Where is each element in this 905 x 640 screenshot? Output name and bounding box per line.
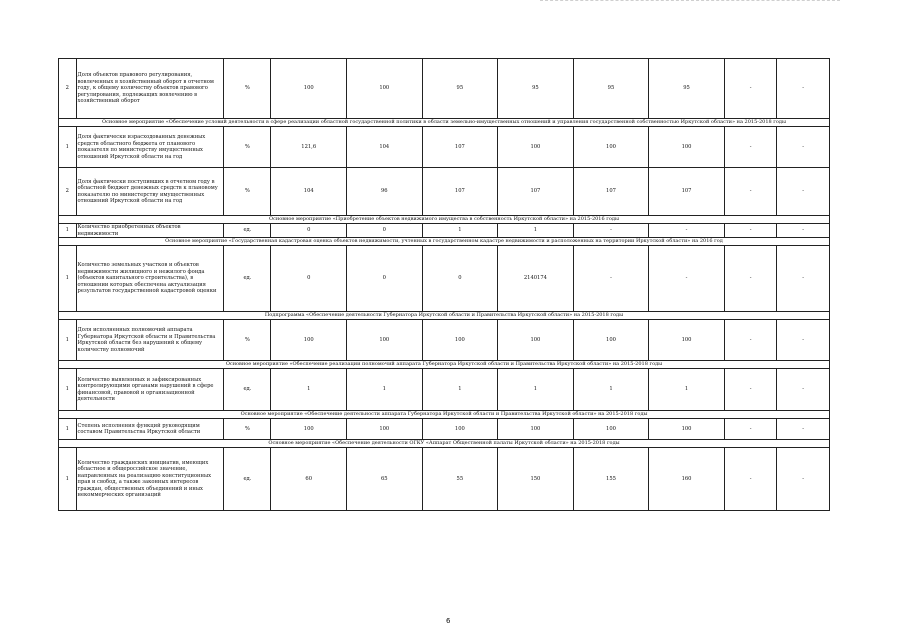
value-cell: 55 (422, 448, 498, 511)
unit-cell: % (224, 127, 271, 168)
value-cell: - (573, 246, 649, 312)
indicator-name: Доля исполненных полномочий аппарата Губернатора Иркутской области и Правительства Иркутской области без нарушений к общему количеству полномочий (76, 320, 224, 361)
row-number: 1 (59, 246, 77, 312)
indicator-name: Количество выявленных и зафиксированных контролирующими органами нарушений в сфере финансовой, правовой и организационной деятельности (76, 369, 224, 411)
value-cell: 107 (422, 168, 498, 216)
unit-cell: % (224, 168, 271, 216)
value-cell: 100 (573, 419, 649, 440)
value-cell: 160 (649, 448, 725, 511)
value-cell: - (649, 246, 725, 312)
value-cell: 0 (271, 224, 347, 238)
unit-cell: % (224, 419, 271, 440)
value-cell: 1 (498, 224, 574, 238)
value-cell: 1 (573, 369, 649, 411)
value-cell: 107 (649, 168, 725, 216)
value-cell: 100 (498, 320, 574, 361)
section-header-row (59, 119, 830, 127)
value-cell: 100 (649, 127, 725, 168)
page-number: 6 (446, 617, 451, 625)
value-cell: 107 (422, 127, 498, 168)
table-row (59, 419, 830, 440)
indicator-name: Количество земельных участков и объектов недвижимости жилищного и нежилого фонда (объектов капитального строительства), в отношении которых обеспечена актуализация результатов государственной кадастровой оценки (76, 246, 224, 312)
value-cell: 100 (347, 59, 423, 119)
row-number: 1 (59, 127, 77, 168)
value-cell: 100 (422, 419, 498, 440)
value-cell: - (777, 168, 830, 216)
value-cell: - (777, 369, 830, 411)
section-title: Основное мероприятие «Государственная кадастровая оценка объектов недвижимости, учтенных в государственном кадастре недвижимости и расположенных на территории Иркутской области» на 2016 год (59, 238, 830, 246)
value-cell: 107 (573, 168, 649, 216)
value-cell: 100 (347, 419, 423, 440)
section-header-row (59, 238, 830, 246)
section-header-row (59, 312, 830, 320)
value-cell: 0 (271, 246, 347, 312)
value-cell: - (777, 59, 830, 119)
value-cell: - (724, 127, 777, 168)
value-cell: 1 (498, 369, 574, 411)
value-cell: 100 (649, 419, 725, 440)
section-title: Подпрограмма «Обеспечение деятельности Губернатора Иркутской области и Правительства Иркутской области» на 2015-2018 годы (59, 312, 830, 320)
value-cell: - (724, 419, 777, 440)
section-title: Основное мероприятие «Обеспечение реализации полномочий аппарата Губернатора Иркутской области и Правительства Иркутской области» на 2015-2018 годы (59, 361, 830, 369)
table-row (59, 369, 830, 411)
unit-cell: ед. (224, 224, 271, 238)
value-cell: 104 (271, 168, 347, 216)
row-number: 2 (59, 168, 77, 216)
value-cell: - (777, 224, 830, 238)
value-cell: 121,6 (271, 127, 347, 168)
value-cell: - (777, 419, 830, 440)
row-number: 2 (59, 59, 77, 119)
section-title: Основное мероприятие «Приобретение объектов недвижимого имущества в собственность Иркутской области» на 2015-2016 годы (59, 216, 830, 224)
table-row (59, 448, 830, 511)
value-cell: 1 (422, 224, 498, 238)
value-cell: 100 (422, 320, 498, 361)
row-number: 1 (59, 224, 77, 238)
value-cell: - (777, 320, 830, 361)
section-header-row (59, 361, 830, 369)
unit-cell: ед. (224, 246, 271, 312)
value-cell: 95 (649, 59, 725, 119)
value-cell: - (777, 448, 830, 511)
section-title: Основное мероприятие «Обеспечение деятельности ОГКУ «Аппарат Общественной палаты Иркутской области» на 2015-2018 годы (59, 440, 830, 448)
value-cell: - (724, 168, 777, 216)
value-cell: - (724, 369, 777, 411)
table-row (59, 168, 830, 216)
table-row (59, 224, 830, 238)
row-number: 1 (59, 419, 77, 440)
value-cell: 100 (573, 127, 649, 168)
value-cell: - (724, 320, 777, 361)
section-header-row (59, 411, 830, 419)
value-cell: - (777, 246, 830, 312)
section-title: Основное мероприятие «Обеспечение деятельности аппарата Губернатора Иркутской области и Правительства Иркутской области» на 2015-2018 годы (59, 411, 830, 419)
unit-cell: % (224, 320, 271, 361)
indicator-name: Количество гражданских инициатив, имеющих областное и общероссийское значение, направленных на реализацию конституционных прав и свобод, а также законных интересов граждан, общественных объединений и иных некоммерческих организаций (76, 448, 224, 511)
table-row (59, 246, 830, 312)
scan-edge-line (540, 0, 840, 2)
value-cell: 65 (347, 448, 423, 511)
indicator-name: Количество приобретенных объектов недвижимости (76, 224, 224, 238)
value-cell: 100 (271, 419, 347, 440)
value-cell: - (649, 224, 725, 238)
table-row (59, 127, 830, 168)
value-cell: 100 (271, 320, 347, 361)
row-number: 1 (59, 448, 77, 511)
indicator-name: Степень исполнения функций руководящим составом Правительства Иркутской области (76, 419, 224, 440)
value-cell: 100 (271, 59, 347, 119)
value-cell: 150 (498, 448, 574, 511)
value-cell: 100 (649, 320, 725, 361)
value-cell: - (724, 246, 777, 312)
value-cell: 2140174 (498, 246, 574, 312)
indicators-table (58, 58, 830, 511)
unit-cell: ед. (224, 369, 271, 411)
value-cell: 0 (422, 246, 498, 312)
value-cell: 95 (422, 59, 498, 119)
indicator-name: Доля фактически израсходованных денежных средств областного бюджета от планового показателя по министерству имущественных отношений Иркутской области на год (76, 127, 224, 168)
value-cell: 95 (573, 59, 649, 119)
value-cell: - (724, 224, 777, 238)
value-cell: 1 (271, 369, 347, 411)
value-cell: 1 (347, 369, 423, 411)
indicator-name: Доля объектов правового регулирования, вовлеченных в хозяйственный оборот в отчетном году, к общему количеству объектов правового регулирования, подлежащих вовлечению в хозяйственный оборот (76, 59, 224, 119)
value-cell: 100 (498, 127, 574, 168)
table-row (59, 320, 830, 361)
value-cell: 0 (347, 224, 423, 238)
value-cell: 1 (422, 369, 498, 411)
table-body (59, 59, 830, 511)
value-cell: 104 (347, 127, 423, 168)
row-number: 1 (59, 320, 77, 361)
value-cell: 107 (498, 168, 574, 216)
value-cell: 1 (649, 369, 725, 411)
value-cell: 0 (347, 246, 423, 312)
row-number: 1 (59, 369, 77, 411)
value-cell: 100 (573, 320, 649, 361)
value-cell: 155 (573, 448, 649, 511)
value-cell: 95 (498, 59, 574, 119)
value-cell: - (724, 59, 777, 119)
table-row (59, 59, 830, 119)
unit-cell: % (224, 59, 271, 119)
section-title: Основное мероприятие «Обеспечение условий деятельности в сфере реализации областной государственной политики в области земельно-имущественных отношений и управления государственной собственностью Иркутской области» на 2015-2018 годы (59, 119, 830, 127)
section-header-row (59, 440, 830, 448)
value-cell: - (724, 448, 777, 511)
value-cell: 60 (271, 448, 347, 511)
value-cell: 100 (347, 320, 423, 361)
value-cell: 100 (498, 419, 574, 440)
value-cell: - (573, 224, 649, 238)
indicator-name: Доля фактически поступивших в отчетном году в областной бюджет денежных средств к плановому показателю по министерству имущественных отношений Иркутской области на год (76, 168, 224, 216)
unit-cell: ед. (224, 448, 271, 511)
value-cell: - (777, 127, 830, 168)
value-cell: 96 (347, 168, 423, 216)
section-header-row (59, 216, 830, 224)
